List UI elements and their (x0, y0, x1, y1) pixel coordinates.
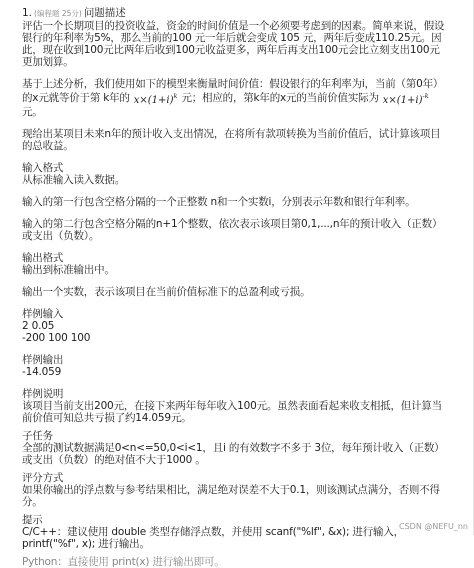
hints-section (22, 514, 454, 568)
section-line: 输入的第二行包含空格分隔的n+1个整数，依次表示该项目第0,1,...,n年的预计收入（正数） (22, 218, 443, 230)
section-heading: 提示 (22, 514, 43, 526)
problem-header (22, 7, 454, 20)
problem-number: 1. (22, 7, 33, 19)
section-line: 输入的第一行包含空格分隔的一个正整数 n和一个实数i，分别表示年数和银行年利率。 (22, 196, 416, 208)
section-line: 输出一个实数，表示该项目在当前价值标准下的总盈利或亏损。 (22, 286, 311, 298)
problem-title: 问题描述 (83, 7, 126, 19)
section-line: Python：直接使用 print(x) 进行输出即可。 (22, 556, 225, 568)
section-line: 全部的测试数据满足0<n<=50,0<i<1，且i 的有效数字不多于 3位，每年预计收入（正数） (22, 442, 445, 454)
section-heading: 输出格式 (22, 252, 64, 264)
sample-input-section (22, 308, 454, 344)
section-line: 或支出（负数）的绝对值不大于1000 。 (22, 454, 206, 466)
model-line: 元。 (22, 106, 43, 118)
input-format-section (22, 162, 454, 242)
task-line: 的总收益。 (22, 140, 74, 152)
subtask-section (22, 430, 454, 466)
model-text: 元；相应的，第k年的x元的当前价值实际为 (181, 92, 379, 104)
present-value-formula: $x\times(1+i)^{-k}$ (382, 91, 429, 106)
sample-line: -14.059 (22, 366, 62, 378)
model-text: 的x元就等价于第 k年的 (22, 92, 130, 104)
sample-output-section (22, 354, 454, 378)
section-heading: 样例输入 (22, 308, 64, 320)
section-line: 或支出（负数）。 (22, 230, 100, 242)
problem-type-tag: (编程题 25分) (34, 9, 82, 18)
section-line: 如果你输出的浮点数与参考结果相比，满足绝对误差不大于0.1，则该测试点满分，否则不得 (22, 484, 440, 496)
section-line: 输出到标准输出中。 (22, 264, 115, 276)
section-heading: 评分方式 (22, 472, 64, 484)
task-paragraph (22, 128, 454, 152)
intro-line: 更加划算。 (22, 56, 74, 68)
output-format-section (22, 252, 454, 298)
sample-line: 2 0.05 (22, 320, 55, 332)
problem-content (22, 7, 454, 568)
intro-line: 评估一个长期项目的投资收益，资金的时间价值是一个必须要考虑到的因素。简单来说，假设 (22, 20, 445, 32)
section-heading: 样例输出 (22, 354, 64, 366)
section-heading: 子任务 (22, 430, 53, 442)
csdn-watermark: CSDN @NEFU_nn (399, 522, 468, 531)
scoring-section (22, 472, 454, 508)
section-line: printf("%f", x); 进行输出。 (22, 538, 150, 550)
future-value-formula: $x\times(1+i)^k$ (133, 91, 178, 106)
section-line: 前价值可知总共亏损了约14.059元。 (22, 412, 192, 424)
section-line: C/C++：建议使用 double 类型存储浮点数，并使用 scanf("%lf", &x); 进行输入， (22, 526, 404, 538)
sample-explain-section (22, 388, 454, 424)
intro-line: 此，现在收到100元比两年后收到100元收益更多，两年后再支出100元会比立刻支出100元 (22, 44, 440, 56)
model-paragraph (22, 78, 454, 118)
model-line (22, 90, 454, 106)
section-line: 从标准输入读入数据。 (22, 174, 125, 186)
model-line: 基于上述分析，我们使用如下的模型来衡量时间价值：假设银行的年利率为i，当前（第0年） (22, 78, 444, 90)
intro-paragraph (22, 20, 454, 68)
intro-line: 银行的年利率为5%，那么当前的100 元一年后就会变成 105 元，两年后变成110.25元。因 (22, 32, 442, 44)
section-line: 该项目当前支出200元，在接下来两年每年收入100元。虽然表面看起来收支相抵，但计算当 (22, 400, 442, 412)
task-line: 现给出某项目未来n年的预计收入支出情况，在将所有款项转换为当前价值后，试计算该项目 (22, 128, 441, 140)
sample-line: -200 100 100 (22, 332, 91, 344)
section-line: 分。 (22, 496, 43, 508)
section-heading: 输入格式 (22, 162, 64, 174)
section-heading: 样例说明 (22, 388, 64, 400)
